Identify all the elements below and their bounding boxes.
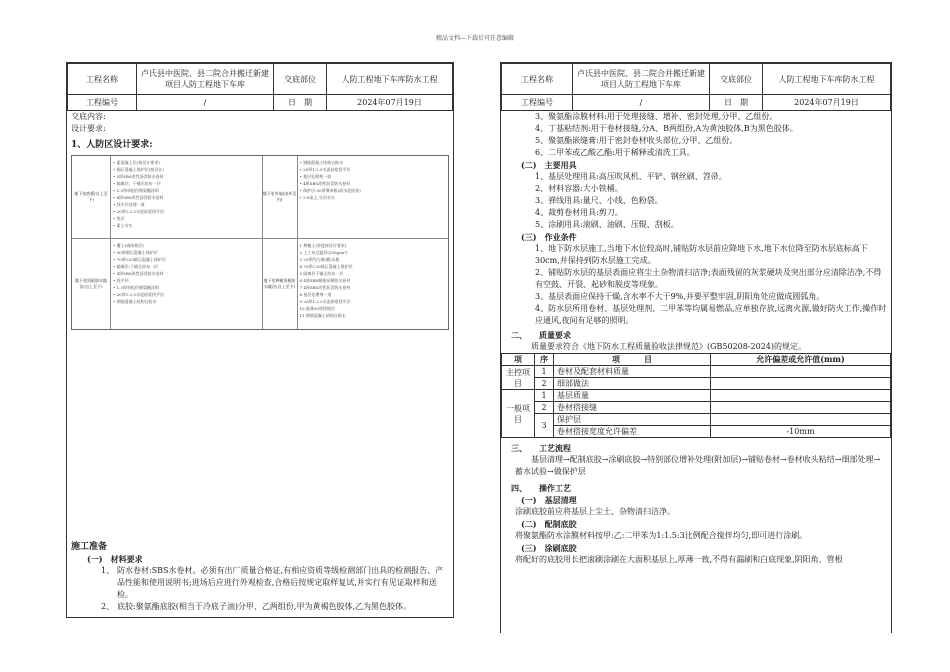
op-2: 将聚氨酯防水涂膜材料按甲:乙:二甲苯为1:1.5:3比例配合搅拌均匀,即可进行涂刷。: [515, 531, 808, 540]
layer-item: • 4厚SBS改性沥青防水卷材: [113, 271, 164, 276]
condition-4: 4、防水层所用卷材、基层处理剂、二甲苯等均属易燃品,应单独存放,远离火源,做好防火工作,操作时应通风,夜间有足够的照明。: [535, 304, 887, 325]
material-4: 4、丁基粘结剂:用于卷材接缝,分A、B两组份,A为黄浊胶体,B为黑色胶体。: [535, 124, 798, 133]
tool-3: 3、弹线用具:量尺、小线、色粉袋。: [535, 196, 663, 205]
material-6: 6、二甲苯或乙酸乙酯:用于稀释或清洗工具。: [535, 148, 695, 157]
material-5: 5、聚氨酯嵌缝膏:用于密封卷材收头部位,分甲、乙组份。: [535, 136, 738, 145]
op-3: 将配好的底胶用长把滚刷涂刷在大面积基层上,厚薄一致,不得有漏刷和白底现象,阴阳角、管根: [515, 555, 843, 564]
date-label: 日 期: [710, 95, 763, 111]
layer-item: • 3厚SBS改性沥青防水卷材: [113, 174, 164, 179]
qt-general-label: 一般项目: [502, 390, 535, 438]
qt-no: 3: [535, 414, 554, 438]
op-2-title: (二) 配制底胶: [521, 519, 577, 529]
info-table-right: [501, 63, 891, 111]
qt-header: 序: [535, 354, 554, 366]
qt-header: 允许偏差或允许值(mm): [711, 354, 891, 366]
qt-item: 细部做法: [554, 378, 711, 390]
date-label: 日 期: [274, 95, 327, 111]
layer-item: • 隔离层:干铺无纺布一层: [113, 264, 158, 269]
layer-list: [111, 239, 262, 329]
date: 2024年07月19日: [763, 95, 891, 111]
layer-item: 5 隔离层干铺无纺布一层: [299, 271, 344, 276]
layer-item: 6 4厚SBS耐根穿刺防水卷材: [299, 278, 351, 283]
project-no-label: 工程编号: [502, 95, 573, 111]
layer-item: • 素土夯实: [113, 223, 133, 228]
qt-val: [711, 366, 891, 378]
process-desc: 基层清理→配制底胶→涂刷底胶→特别部位增补处理(附加层)→铺贴卷材→卷材收头粘结→细部处理→蓄水试验→做保护层: [515, 455, 881, 476]
layer-item: 9 20厚1:2.5水泥砂浆找平层: [299, 299, 351, 304]
layer-list: [111, 156, 262, 238]
layer-list: [298, 156, 449, 238]
diagram-label: 地下室种植顶板防水做法(自上至下): [262, 239, 298, 329]
qt-val: [711, 390, 891, 402]
diagram-row-2: [72, 239, 448, 329]
project-no: /: [137, 95, 274, 111]
qt-item: 保护层: [554, 414, 711, 426]
project-name-label: 工程名称: [502, 64, 573, 95]
diagram-row-1: [72, 156, 448, 239]
layer-item: 10 最薄30厚找坡层: [299, 306, 335, 311]
qt-val: [711, 414, 891, 426]
conditions-title: (三) 作业条件: [521, 232, 577, 242]
op-3-title: (三) 涂刷底胶: [521, 543, 577, 553]
project-name-label: 工程名称: [68, 64, 137, 95]
project-name: 卢氏县中医院、县二院合并搬迁新建项目人防工程地下车库: [573, 64, 710, 95]
qt-no: 1: [535, 366, 554, 378]
layer-item: • 50厚细石混凝土保护层: [113, 250, 158, 255]
handover-part: 人防工程地下车库防水工程: [327, 64, 453, 95]
layer-item: • 20厚1:2.5水泥砂浆找平层: [113, 292, 164, 297]
layer-item: • 找平层: [113, 278, 129, 283]
layer-item: 8 基层处理剂一道: [299, 292, 332, 297]
layer-item: • 素混凝土层(按设计要求): [113, 160, 160, 165]
tools-title: (二) 主要用具: [521, 160, 577, 170]
layer-item: 7 4厚SBS改性沥青防水卷材: [299, 285, 351, 290]
qt-item: 卷材搭接缝: [554, 402, 711, 414]
handover-part-label: 交底部位: [274, 64, 327, 95]
material-title: (一) 材料要求: [87, 554, 143, 564]
qt-header: 项: [502, 354, 535, 366]
layer-item: • 找平层处理一道: [113, 202, 145, 207]
left-page: [66, 62, 454, 618]
layer-item: • 钢筋混凝土结构自防水: [299, 160, 344, 165]
process-heading: 三、 工艺流程: [511, 443, 571, 453]
material-2: 2、 底胶:聚氨酯底胶(相当于冷底子油)分甲、乙两组份,甲为黄褐色胶体,乙为黑色胶体。: [101, 602, 412, 611]
right-page: [500, 62, 892, 633]
layer-item: 1 种植土(厚度按设计要求): [299, 243, 347, 248]
qt-main-label: 主控项目: [502, 366, 535, 390]
design-diagram: [71, 155, 449, 330]
section-1-title: 1、人防区设计要求:: [71, 140, 153, 150]
qt-val: -10mm: [711, 426, 891, 438]
material-1: 1、 防水卷材:SBS水卷材。必须有出厂质量合格证,有相应资质等级检测部门出具的检测报告、产品性能和使用说明书;进场后应进行外观检查,合格后按规定取样复试,并实行有见证取样和送检。: [101, 566, 444, 599]
layer-item: • 1.5厚单组份聚氨酯涂料: [113, 285, 159, 290]
op-1: 涂刷底胶前应将基层上尘土、杂物清扫洁净。: [515, 507, 675, 516]
date: 2024年07月19日: [327, 95, 453, 111]
layer-list: [298, 239, 449, 329]
layer-item: • 细石混凝土保护层(按设计): [113, 167, 164, 172]
layer-item: • 4厚SBS改性沥青防水卷材: [299, 181, 351, 186]
qt-item: 基层质量: [554, 390, 711, 402]
condition-1: 1、地下防水层施工,当地下水位较高时,铺贴防水层前应降地下水,地下水位降至防水层底标高下30cm,并保持到防水层施工完成。: [535, 244, 868, 265]
condition-2: 2、铺贴防水层的基层表面应将尘土杂物清扫洁净;表面残留的灰浆硬块及突出部分应清除洁净,不得有空鼓、开裂、起砂和脱皮等现象。: [535, 268, 882, 289]
layer-item: • 2:8灰土,分层夯实: [299, 195, 335, 200]
header-note: 精品文档---下载后可任意编辑: [435, 35, 515, 42]
layer-item: • 20厚1:2.5水泥砂浆找平层: [113, 209, 164, 214]
layer-item: • 基层处理剂一道: [299, 174, 332, 179]
layer-item: • 保护层:50厚聚苯板(或水泥砂浆): [299, 188, 361, 193]
info-table-left: [67, 63, 453, 111]
qt-item: 卷材搭接宽度允许偏差: [554, 426, 711, 438]
layer-item: • 70厚C20细石混凝土保护层: [113, 257, 166, 262]
qt-no: 2: [535, 402, 554, 414]
design-req: 设计要求:: [71, 124, 106, 133]
layer-item: • 1.5厚单组份聚氨酯涂料: [113, 188, 159, 193]
layer-item: • 覆土(或结构层): [113, 243, 144, 248]
handover-content: 交底内容:: [71, 112, 106, 121]
tool-5: 5、涂刷用具:滚刷、油刷、压辊、刮板。: [535, 220, 679, 229]
layer-item: 3 20厚凹凸排(蓄)水板: [299, 257, 340, 262]
layer-item: • 4厚SBS改性沥青防水卷材: [113, 195, 164, 200]
tool-1: 1、基层处理用具:高压吹风机、平铲、钢丝刷、笤帚。: [535, 172, 727, 181]
condition-3: 3、基层表面应保持干燥,含水率不大于9%,并要平整牢固,阴阳角处应做成圆弧角。: [535, 292, 825, 301]
tool-4: 4、裁剪卷材用具:剪刀。: [535, 208, 623, 217]
layer-item: • 隔离层、干铺无纺布一层: [113, 181, 161, 186]
diagram-label: 地下室顶板防水做法(自上至下): [72, 239, 111, 329]
layer-item: • 20厚1:2.5水泥砂浆找平层: [299, 167, 351, 172]
diagram-label: 地下室外墙(由外至内): [262, 156, 298, 238]
qt-no: 1: [535, 390, 554, 402]
project-no: /: [573, 95, 710, 111]
diagram-label: 地下室底板(自上至下): [72, 156, 111, 238]
quality-desc: 质量要求符合《地下防水工程质量验收法律规范》(GB50208-2024)的规定。: [531, 342, 807, 351]
qt-val: [711, 378, 891, 390]
layer-item: • 垫层: [113, 216, 125, 221]
tool-2: 2、材料容器:大小铁桶。: [535, 184, 623, 193]
project-name: 卢氏县中医院、县二院合并搬迁新建项目人防工程地下车库: [137, 64, 274, 95]
project-no-label: 工程编号: [68, 95, 137, 111]
prep-title: 施工准备: [71, 542, 108, 552]
layer-item: 11 钢筋混凝土结构自防水: [299, 313, 346, 318]
material-3: 3、聚氨酯涂膜材料:用于处理接缝、增补、密封处理,分甲、乙组份。: [535, 112, 778, 121]
layer-item: 2 土工布过滤层(200g/m²): [299, 250, 348, 255]
qt-no: 2: [535, 378, 554, 390]
qt-item: 卷材及配套材料质量: [554, 366, 711, 378]
ops-heading: 四、 操作工艺: [511, 483, 571, 493]
layer-item: • 钢筋混凝土结构自防水: [113, 299, 157, 304]
op-1-title: (一) 基层清理: [521, 495, 577, 505]
qt-header: 项 目: [554, 354, 711, 366]
quality-heading: 二、 质量要求: [511, 330, 571, 340]
layer-item: 4 70厚C20细石混凝土保护层: [299, 264, 353, 269]
handover-part: 人防工程地下车库防水工程: [763, 64, 891, 95]
quality-table: [501, 353, 891, 438]
handover-part-label: 交底部位: [710, 64, 763, 95]
qt-val: [711, 402, 891, 414]
